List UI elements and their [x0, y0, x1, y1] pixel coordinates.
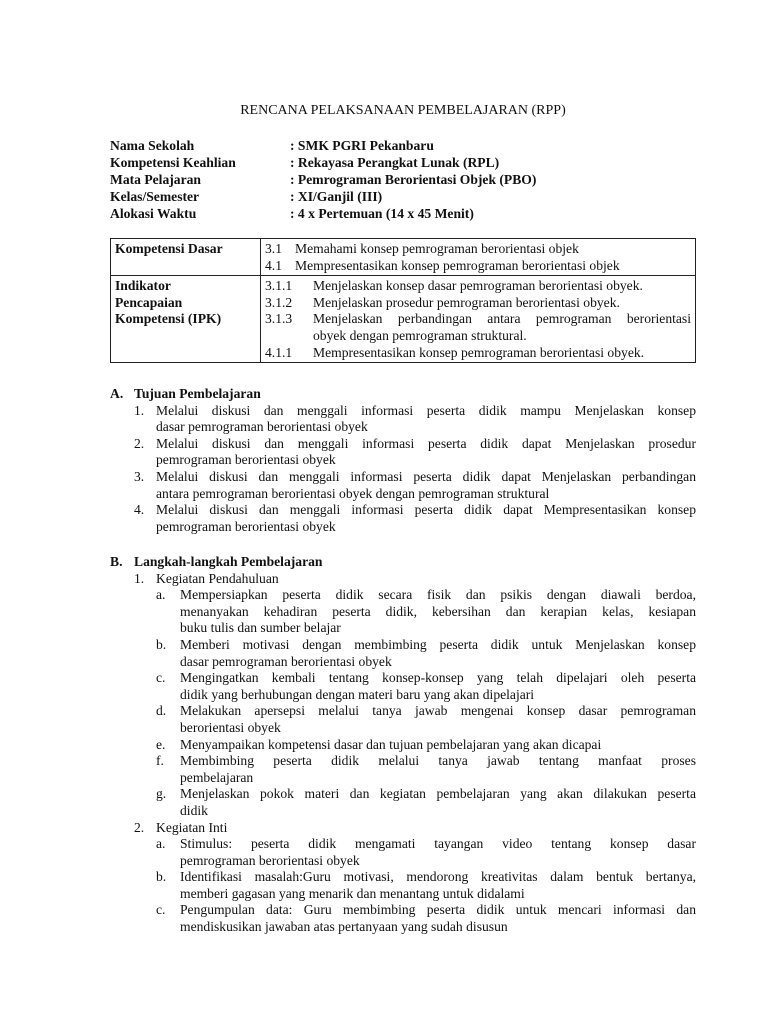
section-title: Langkah-langkah Pembelajaran	[134, 554, 323, 569]
identity-value: : 4 x Pertemuan (14 x 45 Menit)	[290, 206, 474, 221]
sub-line: Menyampaikan kompetensi dasar dan tujuan pembelajaran yang akan dicapai	[180, 736, 602, 752]
kd-number: 4.1	[265, 257, 282, 273]
item-number: 2.	[134, 435, 145, 451]
sub-line: Mengingatkan kembali tentang konsep-konsep yang telah dipelajari oleh peserta	[180, 670, 696, 686]
sub-line: Pengumpulan data: Guru membimbing peserta didik untuk mencari informasi dan	[180, 902, 696, 918]
list-item	[110, 502, 696, 535]
sub-letter: f.	[156, 753, 164, 769]
kd-item	[265, 241, 691, 258]
sub-line: didik yang berhubungan dengan materi baru yang akan dipelajari	[180, 686, 535, 702]
kd-text: Memahami konsep pemrograman berorientasi objek	[295, 241, 579, 256]
ipk-label-line: Kompetensi (IPK)	[115, 311, 222, 327]
ipk-content	[261, 276, 696, 363]
sub-item	[110, 737, 696, 754]
section-heading	[110, 554, 696, 571]
ipk-label	[111, 276, 261, 363]
ipk-item	[265, 345, 691, 362]
kd-item	[265, 258, 691, 275]
sub-line: berorientasi obyek	[180, 719, 281, 735]
ipk-item	[265, 295, 691, 312]
sub-item	[110, 637, 696, 670]
sub-item	[110, 587, 696, 637]
sub-line: pemrograman berorientasi obyek	[180, 852, 360, 868]
ipk-number: 3.1.3	[265, 311, 293, 327]
item-number: 3.	[134, 468, 145, 484]
document-title: RENCANA PELAKSANAAN PEMBELAJARAN (RPP)	[240, 103, 566, 118]
identity-value: : SMK PGRI Pekanbaru	[290, 138, 434, 153]
item-line: Melalui diskusi dan menggali informasi peserta didik dapat Menjelaskan perbandingan	[156, 468, 696, 484]
sub-letter: b.	[156, 636, 167, 652]
section-letter: B.	[110, 554, 123, 569]
ipk-text: Menjelaskan prosedur pemrograman berorientasi obyek.	[313, 294, 620, 310]
item-line: pemrograman berorientasi obyek	[156, 518, 336, 534]
kd-number: 3.1	[265, 241, 282, 256]
sub-letter: d.	[156, 703, 167, 719]
sub-line: buku tulis dan sumber belajar	[180, 620, 341, 636]
sub-letter: c.	[156, 902, 166, 918]
ipk-number: 4.1.1	[265, 344, 293, 360]
identity-label: Kelas/Semester	[110, 189, 200, 204]
sub-item	[110, 670, 696, 703]
ipk-number: 3.1.2	[265, 294, 293, 310]
ipk-text: Menjelaskan konsep dasar pemrograman berorientasi obyek.	[313, 278, 643, 294]
ipk-text: Menjelaskan perbandingan antara pemrograman berorientasi	[313, 311, 691, 327]
kd-text: Mempresentasikan konsep pemrograman berorientasi objek	[295, 257, 620, 273]
identity-label: Nama Sekolah	[110, 138, 195, 153]
sub-line: dasar pemrograman berorientasi obyek	[180, 653, 392, 669]
item-number: 1.	[134, 570, 145, 586]
identity-label: Alokasi Waktu	[110, 206, 197, 221]
item-line: antara pemrograman berorientasi obyek dengan pemrograman struktural	[156, 485, 550, 501]
section-letter: A.	[110, 386, 124, 401]
identity-row	[110, 189, 696, 206]
section-tujuan	[110, 386, 696, 535]
identity-label: Mata Pelajaran	[110, 172, 201, 187]
sub-item	[110, 869, 696, 902]
identity-block	[110, 138, 696, 223]
identity-row	[110, 138, 696, 155]
identity-label: Kompetensi Keahlian	[110, 155, 236, 170]
sub-line: menanyakan kehadiran peserta didik, kebersihan dan kerapian kelas, kesiapan	[180, 603, 696, 619]
section-title: Tujuan Pembelajaran	[134, 386, 261, 401]
kd-row	[111, 239, 696, 276]
ipk-label-line: Pencapaian	[115, 294, 183, 310]
identity-row	[110, 206, 696, 223]
identity-value: : Rekayasa Perangkat Lunak (RPL)	[290, 155, 500, 170]
item-title: Kegiatan Pendahuluan	[156, 570, 279, 586]
ipk-item	[265, 278, 691, 295]
list-item	[110, 436, 696, 469]
section-langkah	[110, 554, 696, 936]
kd-label: Kompetensi Dasar	[111, 239, 261, 276]
sub-item	[110, 902, 696, 935]
sub-line: Memberi motivasi dengan membimbing peserta didik untuk Menjelaskan konsep	[180, 636, 696, 652]
item-number: 2.	[134, 819, 145, 835]
ipk-item	[265, 311, 691, 328]
item-number: 4.	[134, 502, 145, 518]
identity-row	[110, 172, 696, 189]
item-line: dasar pemrograman berorientasi obyek	[156, 419, 368, 435]
list-item	[110, 820, 696, 837]
item-number: 1.	[134, 402, 145, 418]
sub-item	[110, 836, 696, 869]
sub-line: Membimbing peserta didik melalui tanya jawab tentang manfaat proses	[180, 753, 696, 769]
ipk-row	[111, 276, 696, 363]
sub-letter: c.	[156, 670, 166, 686]
competency-table	[110, 238, 696, 363]
sub-line: Identifikasi masalah:Guru motivasi, mendorong kreativitas dalam bentuk bertanya,	[180, 869, 696, 885]
item-line: pemrograman berorientasi obyek	[156, 452, 336, 468]
sub-line: pembelajaran	[180, 769, 254, 785]
sub-letter: e.	[156, 736, 166, 752]
ipk-text-continued: obyek dengan pemrograman struktural.	[313, 327, 527, 343]
sub-item	[110, 786, 696, 819]
ipk-label-line: Indikator	[115, 278, 171, 294]
sub-letter: a.	[156, 836, 166, 852]
sub-line: Stimulus: peserta didik mengamati tayangan video tentang konsep dasar	[180, 836, 696, 852]
list-item	[110, 403, 696, 436]
sub-line: memberi gagasan yang menarik dan menantang untuk didalami	[180, 885, 525, 901]
item-line: Melalui diskusi dan menggali informasi peserta didik dapat Menjelaskan prosedur	[156, 435, 696, 451]
item-title: Kegiatan Inti	[156, 819, 228, 835]
identity-value: : Pemrograman Berorientasi Objek (PBO)	[290, 172, 537, 187]
sub-letter: a.	[156, 587, 166, 603]
sub-line: Mempersiapkan peserta didik secara fisik dan psikis dengan diawali berdoa,	[180, 587, 696, 603]
ipk-text: Mempresentasikan konsep pemrograman berorientasi obyek.	[313, 344, 645, 360]
ipk-number: 3.1.1	[265, 278, 293, 294]
item-line: Melalui diskusi dan menggali informasi peserta didik mampu Menjelaskan konsep	[156, 402, 696, 418]
sub-line: didik	[180, 802, 208, 818]
sub-letter: g.	[156, 786, 167, 802]
item-line: Melalui diskusi dan menggali informasi peserta didik dapat Mempresentasikan konsep	[156, 502, 696, 518]
sub-item	[110, 703, 696, 736]
kd-content	[261, 239, 696, 276]
identity-row	[110, 155, 696, 172]
sub-item	[110, 753, 696, 786]
identity-value: : XI/Ganjil (III)	[290, 189, 383, 204]
sub-line: mendiskusikan jawaban atas pertanyaan yang sudah disusun	[180, 919, 508, 935]
section-heading	[110, 386, 696, 403]
sub-letter: b.	[156, 869, 167, 885]
list-item	[110, 571, 696, 588]
sub-line: Menjelaskan pokok materi dan kegiatan pembelajaran yang akan dilakukan peserta	[180, 786, 696, 802]
sub-line: Melakukan apersepsi melalui tanya jawab mengenai konsep dasar pemrograman	[180, 703, 696, 719]
list-item	[110, 469, 696, 502]
